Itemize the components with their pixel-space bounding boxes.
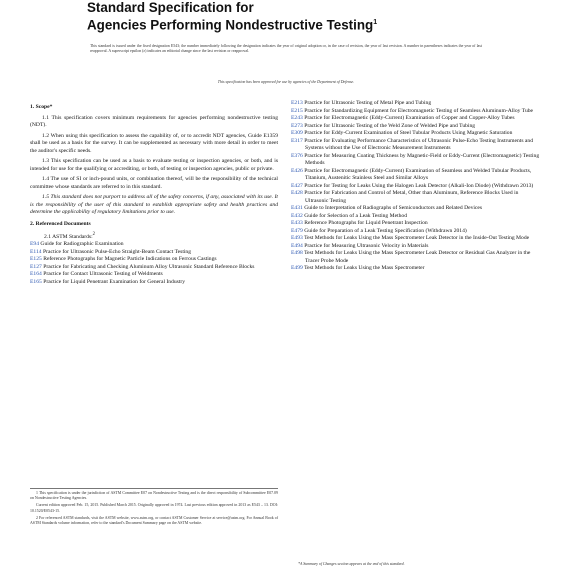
reference-code-link[interactable]: E494 (291, 242, 303, 249)
reference-entry (30, 256, 278, 264)
reference-code-link[interactable]: E165 (30, 278, 42, 285)
reference-code-link[interactable]: E317 (291, 137, 303, 144)
reference-code-link[interactable]: E433 (291, 220, 303, 226)
reference-code-link[interactable]: E426 (291, 167, 303, 174)
reference-code-link[interactable]: E376 (291, 152, 303, 159)
footnotes (30, 488, 278, 528)
reference-entry (291, 265, 541, 273)
reference-entry (291, 250, 541, 265)
title-footnote-mark: 1 (373, 19, 378, 26)
designation-notice: This standard is issued under the fixed designation E543; the number immediately following the designation indicates the year of original adoption or, in the case of revision, the year of last revision. A number in parentheses indicates the year of last reapproval. A superscript epsilon (ε) indicates an editorial change since the last revision or reapproval. (90, 44, 482, 54)
reference-code-link[interactable]: E309 (291, 130, 303, 136)
footnote: 1 This specification is under the jurisdiction of ASTM Committee E07 on Nondestructive Testing and is the direct responsibility of Subcommittee E07.09 on Nondestructive Testing Agencies. (30, 491, 278, 501)
approval-note: This specification has been approved for use by agencies of the Department of Defense. (217, 80, 355, 84)
scope-paragraph: 1.1 This specification covers minimum requirements for agencies performing nondestructive testing (NDT). (30, 114, 278, 128)
reference-title: Practice for Fabrication and Control of Metal, Other than Aluminum, Reference Blocks Used in Ultrasonic Testing (304, 190, 519, 204)
reference-code-link[interactable]: E273 (291, 122, 303, 129)
reference-title: Practice for Ultrasonic Testing of Metal Pipe and Tubing (304, 100, 432, 106)
reference-title: Practice for Measuring Ultrasonic Velocity in Materials (304, 242, 429, 249)
reference-title: Reference Photographs for Magnetic Particle Indications on Ferrous Castings (43, 256, 217, 263)
reference-entry (30, 279, 278, 287)
scope-paragraph: 1.3 This specification can be used as a basis to evaluate testing or inspection agencies, or both, and is intended for use for the qualifying or accrediting, or both, of testing or inspection agencies, public or private. (30, 158, 278, 172)
title-line-1: Standard Specification for (87, 0, 254, 15)
left-column (30, 100, 278, 286)
reference-title: Practice for Fabricating and Checking Aluminum Alloy Ultrasonic Standard Reference Blocks (43, 263, 255, 270)
reference-title: Guide for Preparation of a Leak Testing Specification (Withdrawn 2014) (304, 227, 467, 234)
document-title (87, 0, 507, 32)
reference-entry (291, 138, 541, 153)
reference-entry (30, 241, 278, 249)
reference-code-link[interactable]: E432 (291, 212, 303, 219)
title-line-2-text: Agencies Performing Nondestructive Testing (87, 17, 374, 33)
reference-entry (291, 100, 541, 108)
reference-title: Practice for Contact Ultrasonic Testing of Weldments (43, 271, 163, 278)
reference-entry (291, 153, 541, 168)
reference-title: Test Methods for Leaks Using the Mass Spectrometer Leak Detector in the Inside-Out Testing Mode (304, 235, 530, 241)
reference-entry (291, 228, 541, 236)
reference-entry (30, 271, 278, 279)
reference-code-link[interactable]: E164 (30, 271, 42, 278)
reference-list-left (30, 241, 278, 286)
reference-title: Practice for Ultrasonic Testing of the Weld Zone of Welded Pipe and Tubing (304, 122, 476, 129)
scope-paragraph: 1.5 This standard does not purport to address all of the safety concerns, if any, associated with its use. It is the responsibility of the user of this standard to establish appropriate safety and health practices and determine the applicability of regulatory limitations prior to use. (30, 194, 278, 215)
astm-standards-line (30, 231, 278, 241)
reference-entry (291, 115, 541, 123)
reference-entry (291, 243, 541, 251)
reference-code-link[interactable]: E94 (30, 241, 40, 248)
reference-title: Guide for Selection of a Leak Testing Method (304, 212, 408, 219)
reference-code-link[interactable]: E127 (30, 263, 42, 270)
reference-code-link[interactable]: E243 (291, 115, 303, 121)
references-heading: 2. Referenced Documents (30, 220, 91, 227)
reference-entry (291, 130, 541, 138)
reference-code-link[interactable]: E213 (291, 100, 303, 106)
scope-heading: 1. Scope* (30, 104, 53, 110)
astm-footnote-mark: 2 (92, 232, 95, 237)
reference-title: Practice for Measuring Coating Thickness by Magnetic-Field or Eddy-Current (Electromagnetic) Testing Methods (304, 152, 540, 166)
reference-entry (291, 168, 541, 183)
reference-entry (291, 205, 541, 213)
footnote: 2 For referenced ASTM standards, visit the ASTM website, www.astm.org, or contact ASTM Customer Service at service@astm.org. For Annual Book of ASTM Standards volume information, refer to the standard's Document Summary page on the ASTM website. (30, 515, 278, 526)
reference-code-link[interactable]: E125 (30, 256, 42, 263)
reference-title: Practice for Electromagnetic (Eddy-Current) Examination of Copper and Copper-Alloy Tubes (304, 115, 515, 121)
reference-entry (291, 220, 541, 228)
scope-paragraph: 1.2 When using this specification to assess the capability of, or to accredit NDT agencies, Guide E1359 shall be used as a basis for the survey. It can be supplemented as necessary with more detail in order to meet the auditor's specific needs. (30, 132, 278, 154)
footnote: Current edition approved Feb. 15, 2015. Published March 2015. Originally approved in 1974. Last previous edition approved in 2013 as E543 – 13. DOI: 10.1520/E0543-15. (30, 503, 278, 513)
reference-title: Practice for Ultrasonic Pulse-Echo Straight-Beam Contact Testing (43, 248, 192, 255)
reference-title: Practice for Testing for Leaks Using the Halogen Leak Detector (Alkali-Ion Diode) (Withdrawn 2013) (304, 182, 534, 189)
reference-code-link[interactable]: E493 (291, 235, 303, 241)
reference-title: Practice for Standardizing Equipment for Electromagnetic Testing of Seamless Aluminum-Alloy Tube (304, 107, 534, 114)
reference-code-link[interactable]: E114 (30, 248, 42, 255)
reference-title: Reference Photographs for Liquid Penetrant Inspection (304, 220, 428, 226)
right-column (291, 100, 541, 273)
reference-title: Practice for Evaluating Performance Characteristics of Ultrasonic Pulse-Echo Testing Instruments and Systems without the Use of Electronic Measurement Instruments (304, 137, 533, 151)
reference-code-link[interactable]: E499 (291, 265, 303, 271)
astm-standards-label: 2.1 ASTM Standards: (44, 233, 93, 240)
reference-code-link[interactable]: E479 (291, 227, 303, 234)
title-line-2 (87, 15, 507, 32)
reference-code-link[interactable]: E498 (291, 250, 303, 256)
reference-code-link[interactable]: E431 (291, 205, 303, 211)
reference-entry (291, 123, 541, 131)
reference-title: Practice for Electromagnetic (Eddy-Current) Examination of Seamless and Welded Tubular Products, Titanium, Austenitic Stainless Steel and Similar Alloys (304, 167, 532, 181)
summary-of-changes-note: *A Summary of Changes section appears at the end of this standard. (298, 562, 405, 566)
reference-code-link[interactable]: E428 (291, 190, 303, 196)
reference-title: Test Methods for Leaks Using the Mass Spectrometer Leak Detector or Residual Gas Analyzer in the Tracer Probe Mode (304, 250, 531, 264)
reference-title: Test Methods for Leaks Using the Mass Spectrometer (304, 265, 425, 271)
scope-paragraph: 1.4 The use of SI or inch-pound units, or combination thereof, will be the responsibility of the technical committee whose standards are referred to in this standard. (30, 176, 278, 190)
reference-title: Guide for Radiographic Examination (40, 241, 124, 248)
reference-title: Practice for Liquid Penetrant Examination for General Industry (43, 278, 186, 285)
reference-title: Practice for Eddy-Current Examination of Steel Tubular Products Using Magnetic Saturation (304, 130, 513, 136)
reference-title: Guide to Interpretation of Radiographs of Semiconductors and Related Devices (304, 205, 483, 211)
reference-code-link[interactable]: E215 (291, 107, 303, 114)
reference-code-link[interactable]: E427 (291, 182, 303, 189)
reference-entry (291, 235, 541, 243)
reference-entry (291, 108, 541, 116)
reference-entry (291, 213, 541, 221)
reference-entry (291, 183, 541, 191)
reference-list-right (291, 100, 541, 273)
reference-entry (291, 190, 541, 205)
